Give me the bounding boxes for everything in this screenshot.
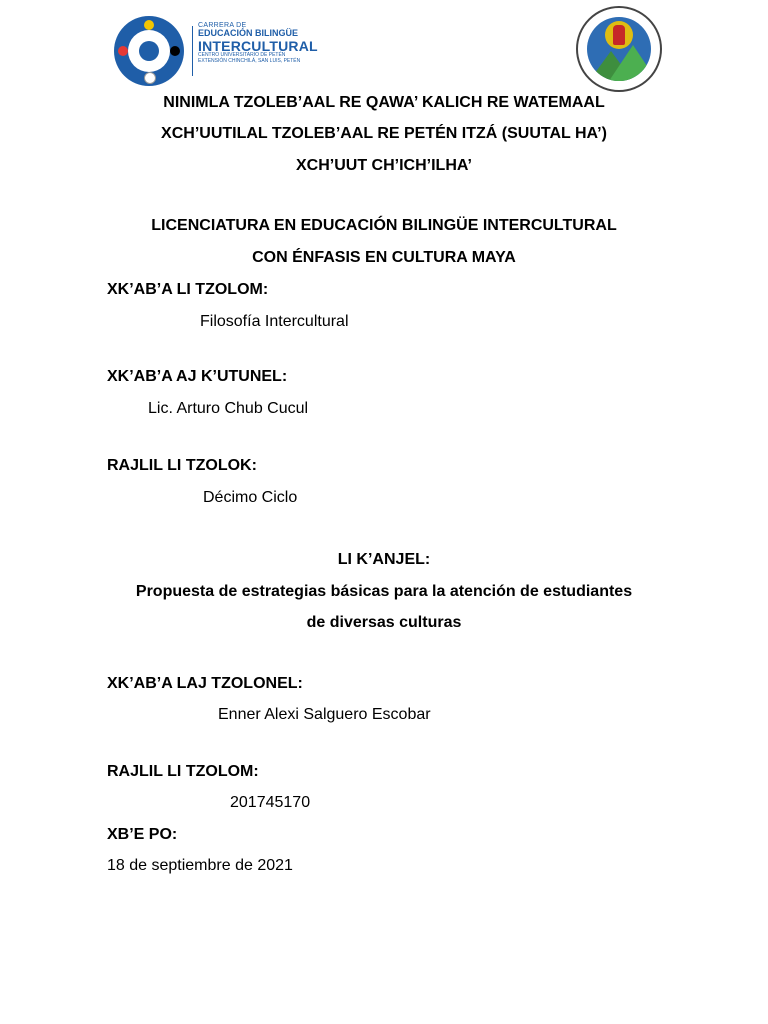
- date-label: XB’E PO:: [107, 826, 178, 843]
- logo-line-1: CARRERA DE: [198, 22, 247, 29]
- cycle-label: RAJLIL LI TZOLOK:: [107, 457, 257, 474]
- logo-text: [198, 22, 318, 64]
- topic-label: LI K’ANJEL:: [337, 551, 431, 568]
- header-line-3: XCH’UUT CH’ICH’ILHA’: [296, 157, 472, 174]
- topic-line-2: de diversas culturas: [306, 614, 462, 631]
- student-label: XK’AB’A LAJ TZOLONEL:: [107, 675, 303, 692]
- teacher-value: Lic. Arturo Chub Cucul: [148, 400, 309, 417]
- logo-line-4: CENTRO UNIVERSITARIO DE PETÉN: [198, 52, 286, 59]
- logo-line-3: INTERCULTURAL: [198, 37, 318, 54]
- date-value: 18 de septiembre de 2021: [107, 857, 293, 874]
- student-id-value: 201745170: [230, 794, 311, 811]
- teacher-label: XK’AB’A AJ K’UTUNEL:: [107, 368, 288, 385]
- cycle-value: Décimo Ciclo: [203, 489, 298, 506]
- logo-line-5: EXTENSIÓN CHINCHILÁ, SAN LUIS, PETÉN: [198, 57, 301, 64]
- program-logo: [106, 8, 318, 94]
- topic-line-1: Propuesta de estrategias básicas para la atención de estudiantes: [135, 583, 633, 600]
- program-line-1: LICENCIATURA EN EDUCACIÓN BILINGÜE INTERCULTURAL: [151, 217, 617, 234]
- header-line-1: NINIMLA TZOLEB’AAL RE QAWA’ KALICH RE WATEMAAL: [163, 94, 605, 111]
- student-id-label: RAJLIL LI TZOLOM:: [107, 763, 259, 780]
- logo-line-2: EDUCACIÓN BILINGÜE: [198, 28, 299, 39]
- student-value: Enner Alexi Salguero Escobar: [218, 706, 431, 723]
- university-seal-icon: [576, 6, 662, 92]
- logo-ring-icon: [114, 16, 184, 86]
- program-line-2: CON ÉNFASIS EN CULTURA MAYA: [252, 249, 516, 266]
- course-label: XK’AB’A LI TZOLOM:: [107, 281, 269, 298]
- course-value: Filosofía Intercultural: [200, 313, 349, 330]
- header-line-2: XCH’UUTILAL TZOLEB’AAL RE PETÉN ITZÁ (SUUTAL HA’): [161, 125, 607, 142]
